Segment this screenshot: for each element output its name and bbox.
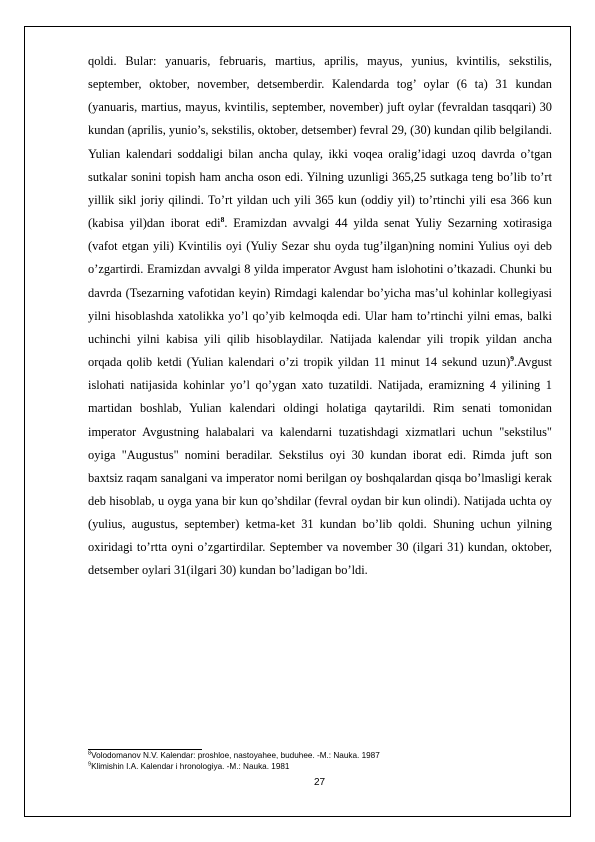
footnote-ref-8[interactable]: 8 bbox=[220, 214, 225, 224]
footnote-8 bbox=[88, 751, 552, 762]
footnote-text: Volodomanov N.V. Kalendar: proshloe, nastoyahee, buduhee. -M.: Nauka. 1987 bbox=[91, 751, 380, 760]
main-text bbox=[88, 50, 552, 583]
body-segment-2: . Eramizdan avvalgi 44 yilda senat Yuliy Sezarning xotirasiga (vafot etgan yili) Kvintilis oyi (Yuliy Sezar shu oyda tug’ilgan)ning nomini Yulius oyi deb o’zgartirdi. Eramizdan avvalgi 8 yilda imperator Avgust ham islohotini o’tkazadi. Chunki bu davrda (Tsezarning vafotidan keyin) Rimdagi kalendar bo’yicha mas’ul kohinlar kollegiyasi yilni hisoblashda xatolikka yo’l qo’yib kelmoqda edi. Ular ham to’rtinchi yilni emas, balki uchinchi yilni kabisa yili qilib hisoblaydilar. Natijada kalendar yili tropik yildan ancha orqada qolib ketdi (Yulian kalendari o’zi tropik yildan 11 minut 14 sekund uzun) bbox=[88, 216, 552, 370]
body-segment-3: .Avgust islohati natijasida kohinlar yo’l qo’ygan xato tuzatildi. Natijada, eramizning 4 yilining 1 martidan boshlab, Yulian kalendari oldingi holatiga qaytarildi. Rim senati tomonidan imperator Avgustning halabalari va kalendarni tuzatishdagi xizmatlari uchun "sekstilus" oyiga "Augustus" nomini beradilar. Sekstilus oyi 30 kundan iborat edi. Rimda juft son baxtsiz raqam sanalgani va imperator nomi berilgan oy boshqalardan qisqa bo’lmasligi kerak deb hisoblab, u oyga yana bir kun qo’shdilar (fevral oydan bir kun olindi). Natijada uchta oy (yulius, augustus, september) ketma-ket 31 kundan bo’lib qoldi. Shuning uchun yilning oxiridagi to’rtta oyni o’zgartirdilar. September va november 30 (ilgari 31) kundan, oktober, detsember oylari 31(ilgari 30) kundan bo’ladigan bo’ldi. bbox=[88, 355, 552, 578]
footnote-9 bbox=[88, 762, 552, 773]
footnotes bbox=[88, 751, 552, 772]
footnote-number: 8 bbox=[88, 750, 92, 757]
footnote-separator bbox=[88, 749, 202, 750]
body-paragraph bbox=[88, 50, 552, 583]
footnote-number: 9 bbox=[88, 760, 92, 767]
page-number: 27 bbox=[313, 777, 326, 788]
footnote-ref-9[interactable]: 9 bbox=[510, 353, 515, 363]
body-segment-1: qoldi. Bular: yanuaris, februaris, martius, aprilis, mayus, yunius, kvintilis, sekstilis, september, oktober, november, detsemberdir. Kalendarda tog’ oylar (6 ta) 31 kundan (yanuaris, martius, mayus, kvintilis, september, november) juft oylar (fevraldan tasqqari) 30 kundan (aprilis, yunio’s, sekstilis, oktober, detsember) fevral 29, (30) kundan qilib belgilandi. Yulian kalendari soddaligi bilan ancha qulay, ikki voqea oralig’idagi uzoq davrda o’tgan sutkalar sonini topish ham ancha oson edi. Yilning uzunligi 365,25 sutkaga teng bo’lib to’rt yillik sikl joriy qilindi. To’rt yildan uch yili 365 kun (oddiy yil) to’rtinchi yili esa 366 kun (kabisa yil)dan iborat edi bbox=[88, 54, 552, 231]
footnote-text: Klimishin I.A. Kalendar i hronologiya. -M.: Nauka. 1981 bbox=[91, 761, 290, 771]
